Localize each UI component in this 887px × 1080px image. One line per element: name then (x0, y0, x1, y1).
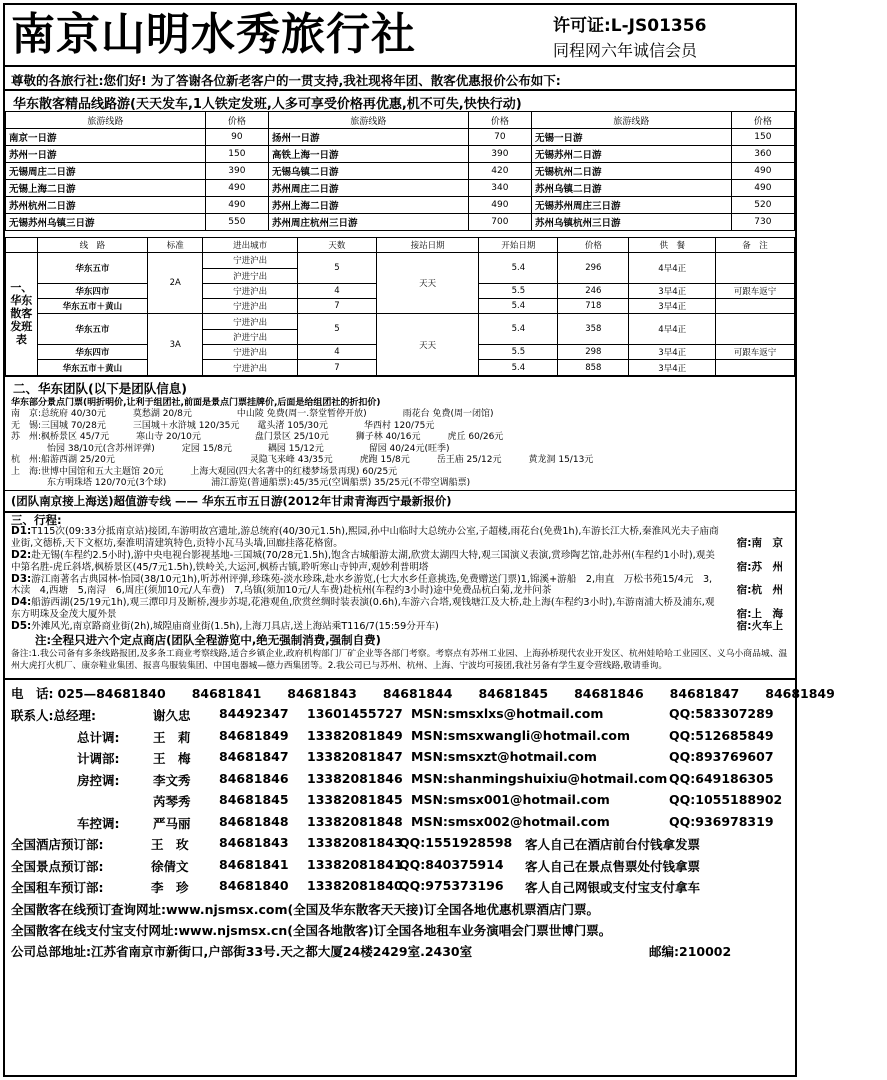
itinerary-day (11, 597, 789, 621)
group-pickup: 天天 (376, 314, 479, 375)
group-price: 358 (558, 314, 629, 345)
group-start: 5.4 (479, 314, 558, 345)
route-price: 390 (205, 163, 268, 180)
header (5, 5, 795, 67)
section1-title: 华东散客精品线路游(天天发车,1人铁定发班,人多可享受价格再优惠,机不可失,快快行动) (13, 97, 522, 112)
contact-role: 计调部: (77, 751, 120, 767)
day-stay: 宿:上 海 (736, 608, 783, 621)
contact-im[interactable]: MSN:smsxzt@hotmail.com (411, 749, 597, 765)
contact-qq[interactable]: 客人自己网银或支付宝支付拿车 (525, 880, 701, 896)
contact-im[interactable]: MSN:shanmingshuixiu@hotmail.com (411, 770, 668, 786)
flyer-page (3, 3, 835, 1077)
special-line: (团队南京接上海送)超值游专线 —— 华东五市五日游(2012年甘肃青海西宁最新报价) (5, 490, 795, 513)
route-name: 苏州乌镇二日游 (531, 180, 731, 197)
contact-qq[interactable]: QQ:1055188902 (669, 792, 783, 808)
contact-qq[interactable]: QQ:512685849 (669, 727, 774, 743)
group-cities: 宁进沪出 (203, 253, 298, 268)
contact-role: 全国酒店预订部: (11, 837, 104, 853)
web-line-2: 全国散客在线支付宝支付网址:www.njsmsx.cn(全国各地散客)订全国各地租车业务演唱会门票世博门票。 (11, 922, 612, 938)
price-row: 杭 州:船游西湖 25/20元 灵隐飞来峰 43/35元 虎跑 15/8元 岳王庙 25/12元 黄龙洞 15/13元 (11, 455, 594, 466)
group-note: 可跟车返宁 (716, 283, 795, 298)
remarks: 备注:1.我公司备有多条线路报团,及多条工商业考察线路,适合乡镇企业,政府机构部门厂矿企业等各部门考察。考察点有苏州工业园、上海孙桥现代农业开发区、杭州娃哈哈工业园区、义乌小商品城、温州大虎打火机厂、康奈鞋业集团、报喜鸟服装集团、中国电器城—德力西集团等。2.我公司已与苏州、杭州、上海、宁波均可接团,我社另备有学生夏令营线路,敬请垂询。 (11, 649, 788, 672)
contact-name: 徐倩文 (151, 858, 189, 874)
phone-number[interactable]: 84681841 (191, 686, 262, 702)
day-stay: 宿:火车上 (736, 619, 783, 632)
section2-title: 二、华东团队(以下是团队信息) (5, 376, 795, 396)
route-name: 无锡上海二日游 (6, 180, 206, 197)
route-price: 150 (205, 146, 268, 163)
route-col-header: 旅游线路 (268, 112, 468, 129)
contact-row (11, 835, 789, 857)
route-col-header: 价格 (468, 112, 531, 129)
contact-name: 严马丽 (153, 815, 191, 831)
itinerary-day (11, 526, 789, 550)
contact-im[interactable]: QQ:975373196 (399, 878, 504, 894)
contact-row (11, 706, 789, 728)
group-standard: 2A (148, 253, 203, 314)
day-label: D3: (11, 572, 32, 585)
route-name: 无锡苏州乌镇三日游 (6, 214, 206, 231)
group-note (716, 253, 795, 284)
route-name: 苏州上海二日游 (268, 197, 468, 214)
itinerary (5, 513, 795, 679)
table-row (6, 163, 795, 180)
phone-number[interactable]: 84681846 (574, 686, 644, 702)
group-start: 5.4 (479, 360, 558, 375)
route-name: 无锡苏州周庄三日游 (531, 197, 731, 214)
group-col-header: 标准 (148, 238, 203, 253)
group-cities: 宁进沪出 (203, 283, 298, 298)
group-cities: 沪进宁出 (203, 329, 298, 344)
contact-mobile[interactable]: 13601455727 (307, 706, 403, 722)
price-row: 上 海:世博中国馆和五大主题馆 20元 上海大观园(四大名著中的红楼梦场景再现) 60/25元 (11, 466, 398, 477)
day-label: D4: (11, 596, 32, 609)
route-price: 390 (468, 146, 531, 163)
address: 公司总部地址:江苏省南京市新街口,户部街33号.天之都大厦24楼2429室.2430室 (11, 943, 473, 959)
route-col-header: 旅游线路 (531, 112, 731, 129)
phone-line (11, 684, 835, 706)
phone-number[interactable]: 025—84681840 (57, 686, 166, 702)
contact-tel[interactable]: 84681846 (219, 770, 289, 786)
prices-title: 华东部分景点门票(明折明价,让利于组团社,前面是景点门票挂牌价,后面是给组团社的折扣价) (11, 397, 381, 408)
group-note (716, 314, 795, 345)
contact-mobile[interactable]: 13382081848 (307, 813, 403, 829)
group-col-header: 开始日期 (479, 238, 558, 253)
contact-tel[interactable]: 84681841 (219, 856, 289, 872)
postcode: 邮编:210002 (649, 943, 732, 959)
route-name: 无锡杭州二日游 (531, 163, 731, 180)
group-route-name: 华东五市 (37, 253, 147, 284)
contact-im[interactable]: MSN:smsxlxs@hotmail.com (411, 706, 604, 722)
contact-tel[interactable]: 84681848 (219, 813, 289, 829)
group-start: 5.4 (479, 299, 558, 314)
contact-name: 芮琴秀 (153, 794, 191, 810)
group-meals: 3早4正 (629, 345, 716, 360)
phone-number[interactable]: 84681844 (382, 686, 453, 702)
route-price: 700 (468, 214, 531, 231)
contact-section (5, 678, 835, 967)
route-price: 490 (205, 180, 268, 197)
contact-row (11, 814, 789, 836)
route-col-header: 价格 (205, 112, 268, 129)
route-price: 550 (205, 214, 268, 231)
route-price-table (5, 111, 795, 231)
day-label: D2: (11, 549, 32, 562)
group-note: 可跟车返宁 (716, 345, 795, 360)
contact-row (11, 857, 789, 879)
day-text: 赴无锡(车程约2.5小时),游中央电视台影视基地-三国城(70/28元1.5h),饱含古城船游太湖,欣赏太湖四大特,观三国演义表演,赏珍陶艺馆,赴苏州(车程约1小时),观美中第名胜-虎丘斜塔,枫桥景区(45/7元1.5h),铁岭关,大运河,枫桥古镇,聆听寒山寺钟声,观妙利普明塔 (11, 550, 715, 573)
contact-role: 全国租车预订部: (11, 880, 104, 896)
contact-im[interactable]: QQ:1551928598 (399, 835, 513, 851)
group-price: 246 (558, 283, 629, 298)
group-start: 5.4 (479, 253, 558, 284)
contact-qq[interactable]: 客人自己在景点售票处付钱拿票 (525, 858, 701, 874)
contact-tel[interactable]: 84681845 (219, 792, 289, 808)
price-row: 苏 州:枫桥景区 45/7元 寒山寺 20/10元 盘门景区 25/10元 狮子林 40/16元 虎丘 60/26元 (11, 432, 504, 443)
license-number: 许可证:L-JS01356 (553, 16, 707, 36)
route-name: 高铁上海一日游 (268, 146, 468, 163)
contact-role: 车控调: (77, 815, 120, 831)
group-col-header: 供 餐 (629, 238, 716, 253)
contact-name: 李文秀 (153, 772, 191, 788)
contact-tel[interactable]: 84492347 (219, 706, 289, 722)
route-price: 490 (205, 197, 268, 214)
contact-tel[interactable]: 84681849 (219, 727, 289, 743)
contact-role: 联系人:总经理: (11, 708, 96, 724)
route-price: 730 (731, 214, 794, 231)
group-days: 5 (297, 253, 376, 284)
route-price: 490 (731, 163, 794, 180)
agency-title: 南京山明水秀旅行社 (11, 9, 416, 60)
group-days: 7 (297, 299, 376, 314)
contact-mobile[interactable]: 13382081847 (307, 749, 403, 765)
group-price: 858 (558, 360, 629, 375)
table-row (6, 129, 795, 146)
route-price: 420 (468, 163, 531, 180)
group-meals: 3早4正 (629, 299, 716, 314)
group-meals: 4早4正 (629, 253, 716, 284)
group-col-header: 天数 (297, 238, 376, 253)
contact-mobile[interactable]: 13382081845 (307, 792, 403, 808)
contact-qq[interactable]: QQ:936978319 (669, 813, 774, 829)
route-price: 70 (468, 129, 531, 146)
contact-row (11, 749, 789, 771)
table-row (6, 314, 795, 329)
contact-row (11, 878, 789, 900)
group-price: 718 (558, 299, 629, 314)
group-note (716, 360, 795, 375)
itinerary-day (11, 621, 789, 633)
group-cities: 沪进宁出 (203, 268, 298, 283)
contact-tel[interactable]: 84681843 (219, 835, 289, 851)
phone-number[interactable]: 84681847 (669, 686, 740, 702)
group-start: 5.5 (479, 283, 558, 298)
group-col-header: 线 路 (37, 238, 147, 253)
group-route-name: 华东五市 (37, 314, 147, 345)
intro-text: 尊敬的各旅行社:您们好! 为了答谢各位新老客户的一贯支持,我社现将年团、散客优惠报价公布如下: (5, 67, 795, 91)
route-col-header: 旅游线路 (6, 112, 206, 129)
group-days: 5 (297, 314, 376, 345)
contact-qq[interactable]: QQ:583307289 (669, 706, 774, 722)
itinerary-day (11, 574, 789, 598)
day-text: 外滩风光,南京路商业街(2h),城隍庙商业街(1.5h),上海刀具店,送上海站乘T116/7(15:59分开车) (31, 620, 439, 632)
route-name: 扬州一日游 (268, 129, 468, 146)
contact-tel[interactable]: 84681847 (219, 749, 289, 765)
group-cities: 宁进沪出 (203, 345, 298, 360)
price-row: 无 锡:三国城 70/28元 三国城＋水浒城 120/35元 鼋头渚 105/30元 华西村 120/75元 (11, 420, 435, 431)
route-name: 苏州乌镇杭州三日游 (531, 214, 731, 231)
route-name: 无锡周庄二日游 (6, 163, 206, 180)
group-cities: 宁进沪出 (203, 299, 298, 314)
table-row (6, 197, 795, 214)
contact-name: 李 珍 (151, 880, 189, 896)
contact-row (11, 728, 789, 750)
address-line (11, 942, 789, 963)
group-start: 5.5 (479, 345, 558, 360)
route-price: 150 (731, 129, 794, 146)
web-line-1: 全国散客在线预订查询网址:www.njsmsx.com(全国及华东散客天天接)订全国各地优惠机票酒店门票。 (11, 901, 599, 917)
attraction-prices (5, 396, 795, 490)
contact-role: 总计调: (77, 729, 120, 745)
contact-im[interactable]: QQ:840375914 (399, 856, 504, 872)
group-days: 7 (297, 360, 376, 375)
group-route-name: 华东五市＋黄山 (37, 360, 147, 375)
route-price: 520 (731, 197, 794, 214)
route-col-header: 价格 (731, 112, 794, 129)
contact-row (11, 771, 789, 793)
contact-name: 谢久忠 (153, 708, 191, 724)
route-name: 苏州一日游 (6, 146, 206, 163)
group-cities: 宁进沪出 (203, 314, 298, 329)
route-name: 无锡乌镇二日游 (268, 163, 468, 180)
side-label: 一、华东散客发班表 (6, 253, 38, 375)
contact-role: 全国景点预订部: (11, 858, 104, 874)
route-name: 南京一日游 (6, 129, 206, 146)
contact-mobile[interactable]: 13382081840 (307, 878, 403, 894)
group-standard: 3A (148, 314, 203, 375)
day-label: D5: (11, 619, 32, 632)
group-col-header: 备 注 (716, 238, 795, 253)
group-route-name: 华东五市＋黄山 (37, 299, 147, 314)
shopping-note: 注:全程只进六个定点商店(团队全程游览中,绝无强制消费,强制自费) (35, 632, 381, 647)
table-row (6, 253, 795, 268)
table-row (6, 146, 795, 163)
day-stay: 宿:杭 州 (736, 584, 783, 597)
price-row: 南 京:总统府 40/30元 莫愁湖 20/8元 中山陵 免费(周一.祭堂暂停开放) 雨花台 免费(周一闭馆) (11, 409, 494, 420)
group-route-name: 华东四市 (37, 345, 147, 360)
group-pickup: 天天 (376, 253, 479, 314)
route-price: 490 (468, 197, 531, 214)
table-row (6, 214, 795, 231)
group-price: 296 (558, 253, 629, 284)
day-text: 船游西湖(25/19元1h),观三潭印月及断桥,漫步苏堤,花港观鱼,欣赏丝绸时装表演(0.6h),车游六合塔,观钱塘江及大桥,赴上海(车程约3小时),车游南浦大桥及浦东,观东方明珠及金茂大厦外景 (11, 597, 715, 621)
group-meals: 3早4正 (629, 283, 716, 298)
group-cities: 宁进沪出 (203, 360, 298, 375)
contact-role: 房控调: (77, 772, 120, 788)
route-name: 无锡一日游 (531, 129, 731, 146)
contact-name: 王 玫 (151, 837, 189, 853)
phone-label: 电 话: (11, 686, 54, 702)
group-col-header: 价格 (558, 238, 629, 253)
group-col-header: 进出城市 (203, 238, 298, 253)
contact-im[interactable]: MSN:smsx002@hotmail.com (411, 813, 610, 829)
group-days: 4 (297, 283, 376, 298)
contact-mobile[interactable]: 13382081849 (307, 727, 403, 743)
route-price: 90 (205, 129, 268, 146)
group-days: 4 (297, 345, 376, 360)
price-row: 怡园 38/10元(含苏州评弹) 定园 15/8元 耦园 15/12元 留园 40/24元(旺季) (11, 443, 450, 454)
itinerary-day (11, 550, 789, 574)
group-note (716, 299, 795, 314)
route-name: 苏州杭州二日游 (6, 197, 206, 214)
contact-im[interactable]: MSN:smsxwangli@hotmail.com (411, 727, 631, 743)
group-schedule-table (5, 237, 795, 376)
day-stay: 宿:南 京 (736, 537, 783, 550)
contact-mobile[interactable]: 13382081841 (307, 856, 403, 872)
contact-name: 王 梅 (153, 751, 191, 767)
contact-name: 王 莉 (153, 729, 191, 745)
route-price: 360 (731, 146, 794, 163)
member-badge: 同程网六年诚信会员 (553, 41, 698, 60)
route-price: 490 (731, 180, 794, 197)
route-name: 苏州周庄二日游 (268, 180, 468, 197)
contact-im[interactable]: MSN:smsx001@hotmail.com (411, 792, 610, 808)
side-label-header (6, 238, 38, 253)
contact-mobile[interactable]: 13382081846 (307, 770, 403, 786)
price-row: 东方明珠塔 120/70元(3个球) 浦江游览(普通船票):45/35元(空调船票) 35/25元(不带空调船票) (11, 478, 471, 489)
group-meals: 4早4正 (629, 314, 716, 345)
group-meals: 3早4正 (629, 360, 716, 375)
contact-qq[interactable]: QQ:893769607 (669, 749, 774, 765)
table-row (6, 180, 795, 197)
contact-mobile[interactable]: 13382081843 (307, 835, 403, 851)
phone-number[interactable]: 84681845 (478, 686, 549, 702)
contact-qq[interactable]: 客人自己在酒店前台付钱拿发票 (525, 837, 701, 853)
itinerary-title: 三、行程: (11, 512, 62, 527)
route-name: 苏州周庄杭州三日游 (268, 214, 468, 231)
day-label: D1: (11, 525, 32, 538)
contact-tel[interactable]: 84681840 (219, 878, 289, 894)
day-text: 游江南著名古典园林-怡园(38/10元1h),听苏州评弹,珍珠苑-淡水珍珠,赴水乡游览,(七大水乡任意挑选,免费赠送门票)1,锦溪+游船 2,甪直 万松书苑15/4元 3,木渎 4,西塘 5,南浔 6,周庄(须加10元/人车费) 7,乌镇(须加10元/人车费)赴杭州(车程约3小时)途中免费品杭白菊,龙井问茶 (11, 573, 713, 597)
contact-qq[interactable]: QQ:649186305 (669, 770, 774, 786)
group-price: 298 (558, 345, 629, 360)
route-name: 无锡苏州二日游 (531, 146, 731, 163)
phone-number[interactable]: 84681843 (287, 686, 357, 702)
contact-row (11, 792, 789, 814)
phone-number[interactable]: 84681849 (765, 686, 835, 702)
group-route-name: 华东四市 (37, 283, 147, 298)
day-text: T115次(09:33分抵南京站)接团,车游明故宫遗址,游总统府(40/30元1.5h),熙园,孙中山临时大总统办公室,子超楼,雨花台(免费1h),车游长江大桥,秦淮风光夫子庙商业街,文德桥,天下文枢坊,秦淮明清建筑特色,贡特小瓦马头墙,回廊挂落花格窗。 (11, 526, 719, 550)
day-stay: 宿:苏 州 (736, 560, 783, 573)
route-price: 340 (468, 180, 531, 197)
group-col-header: 接站日期 (376, 238, 479, 253)
